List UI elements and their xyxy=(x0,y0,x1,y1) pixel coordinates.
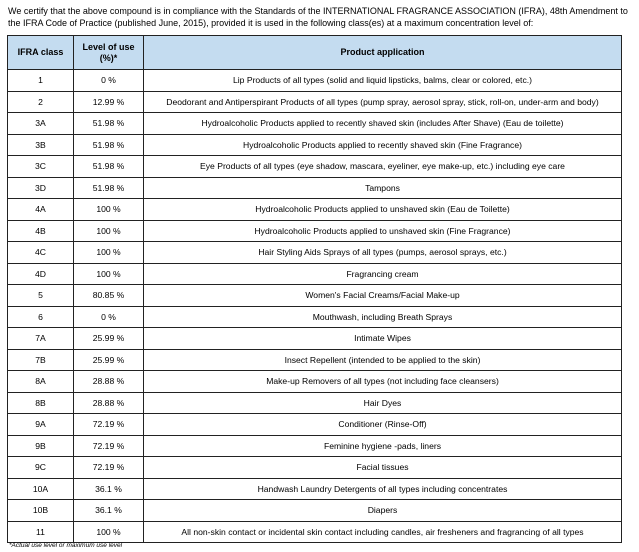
cell-level-of-use: 100 % xyxy=(74,220,144,242)
cell-product-application: Hair Styling Aids Sprays of all types (pumps, aerosol sprays, etc.) xyxy=(144,242,622,264)
cell-product-application: Intimate Wipes xyxy=(144,328,622,350)
table-row xyxy=(8,199,622,221)
cell-product-application: Deodorant and Antiperspirant Products of all types (pump spray, aerosol spray, stick, roll-on, under-arm and body) xyxy=(144,91,622,113)
cell-ifra-class: 3B xyxy=(8,134,74,156)
header-product-application: Product application xyxy=(144,36,622,70)
table-row xyxy=(8,263,622,285)
table-row xyxy=(8,371,622,393)
table-row xyxy=(8,220,622,242)
cell-ifra-class: 8A xyxy=(8,371,74,393)
table-row xyxy=(8,457,622,479)
cell-level-of-use: 72.19 % xyxy=(74,457,144,479)
cell-ifra-class: 10B xyxy=(8,500,74,522)
cell-product-application: Diapers xyxy=(144,500,622,522)
cell-ifra-class: 9C xyxy=(8,457,74,479)
table-row xyxy=(8,70,622,92)
table-row xyxy=(8,156,622,178)
cell-product-application: Hydroalcoholic Products applied to recently shaved skin (includes After Shave) (Eau de toilette) xyxy=(144,113,622,135)
cell-level-of-use: 72.19 % xyxy=(74,435,144,457)
cell-level-of-use: 100 % xyxy=(74,199,144,221)
table-row xyxy=(8,328,622,350)
table-row xyxy=(8,435,622,457)
cell-product-application: All non-skin contact or incidental skin contact including candles, air fresheners and fragrancing of all types xyxy=(144,521,622,543)
cell-product-application: Hydroalcoholic Products applied to recently shaved skin (Fine Fragrance) xyxy=(144,134,622,156)
table-row xyxy=(8,91,622,113)
cell-level-of-use: 36.1 % xyxy=(74,500,144,522)
header-level-of-use: Level of use (%)* xyxy=(74,36,144,70)
cell-product-application: Eye Products of all types (eye shadow, mascara, eyeliner, eye make-up, etc.) including eye care xyxy=(144,156,622,178)
cell-ifra-class: 2 xyxy=(8,91,74,113)
cell-level-of-use: 100 % xyxy=(74,263,144,285)
table-row xyxy=(8,521,622,543)
cell-level-of-use: 36.1 % xyxy=(74,478,144,500)
cell-ifra-class: 4B xyxy=(8,220,74,242)
cell-product-application: Fragrancing cream xyxy=(144,263,622,285)
cell-product-application: Mouthwash, including Breath Sprays xyxy=(144,306,622,328)
cell-ifra-class: 7B xyxy=(8,349,74,371)
table-row xyxy=(8,134,622,156)
cell-level-of-use: 25.99 % xyxy=(74,328,144,350)
cell-level-of-use: 51.98 % xyxy=(74,134,144,156)
cell-ifra-class: 3C xyxy=(8,156,74,178)
cell-product-application: Conditioner (Rinse-Off) xyxy=(144,414,622,436)
table-row xyxy=(8,177,622,199)
cell-ifra-class: 7A xyxy=(8,328,74,350)
cell-product-application: Tampons xyxy=(144,177,622,199)
cell-level-of-use: 100 % xyxy=(74,521,144,543)
ifra-class-table xyxy=(7,35,622,543)
cell-ifra-class: 9B xyxy=(8,435,74,457)
cell-level-of-use: 100 % xyxy=(74,242,144,264)
cell-ifra-class: 4D xyxy=(8,263,74,285)
table-row xyxy=(8,242,622,264)
cell-level-of-use: 0 % xyxy=(74,70,144,92)
cell-product-application: Hair Dyes xyxy=(144,392,622,414)
table-row xyxy=(8,349,622,371)
cell-level-of-use: 28.88 % xyxy=(74,371,144,393)
table-row xyxy=(8,306,622,328)
cell-level-of-use: 28.88 % xyxy=(74,392,144,414)
cell-ifra-class: 1 xyxy=(8,70,74,92)
cell-ifra-class: 10A xyxy=(8,478,74,500)
table-header-row xyxy=(8,36,622,70)
cell-ifra-class: 5 xyxy=(8,285,74,307)
table-row xyxy=(8,414,622,436)
table-row xyxy=(8,500,622,522)
cell-ifra-class: 11 xyxy=(8,521,74,543)
cell-level-of-use: 51.98 % xyxy=(74,156,144,178)
cell-level-of-use: 25.99 % xyxy=(74,349,144,371)
cell-level-of-use: 12.99 % xyxy=(74,91,144,113)
cell-ifra-class: 3D xyxy=(8,177,74,199)
cell-ifra-class: 8B xyxy=(8,392,74,414)
cell-product-application: Make-up Removers of all types (not including face cleansers) xyxy=(144,371,622,393)
cell-product-application: Women's Facial Creams/Facial Make-up xyxy=(144,285,622,307)
cell-product-application: Feminine hygiene -pads, liners xyxy=(144,435,622,457)
compliance-statement: We certify that the above compound is in compliance with the Standards of the INTERNATIONAL FRAGRANCE ASSOCIATION (IFRA), 48th Amendment to the IFRA Code of Practice (published June, 2015), provided it is used in the following class(es) at a maximum concentration level of: xyxy=(8,6,628,28)
cell-ifra-class: 9A xyxy=(8,414,74,436)
cell-product-application: Lip Products of all types (solid and liquid lipsticks, balms, clear or colored, etc.) xyxy=(144,70,622,92)
cell-ifra-class: 6 xyxy=(8,306,74,328)
table-row xyxy=(8,392,622,414)
cell-level-of-use: 51.98 % xyxy=(74,177,144,199)
cell-level-of-use: 80.85 % xyxy=(74,285,144,307)
cell-product-application: Facial tissues xyxy=(144,457,622,479)
cell-ifra-class: 3A xyxy=(8,113,74,135)
cell-ifra-class: 4C xyxy=(8,242,74,264)
table-row xyxy=(8,113,622,135)
footnote: *Actual use level or maximum use level xyxy=(9,542,123,549)
cell-ifra-class: 4A xyxy=(8,199,74,221)
cell-product-application: Hydroalcoholic Products applied to unshaved skin (Eau de Toilette) xyxy=(144,199,622,221)
cell-level-of-use: 72.19 % xyxy=(74,414,144,436)
table-row xyxy=(8,478,622,500)
cell-product-application: Insect Repellent (intended to be applied to the skin) xyxy=(144,349,622,371)
cell-product-application: Hydroalcoholic Products applied to unshaved skin (Fine Fragrance) xyxy=(144,220,622,242)
cell-level-of-use: 51.98 % xyxy=(74,113,144,135)
header-ifra-class: IFRA class xyxy=(8,36,74,70)
cell-level-of-use: 0 % xyxy=(74,306,144,328)
table-row xyxy=(8,285,622,307)
cell-product-application: Handwash Laundry Detergents of all types including concentrates xyxy=(144,478,622,500)
